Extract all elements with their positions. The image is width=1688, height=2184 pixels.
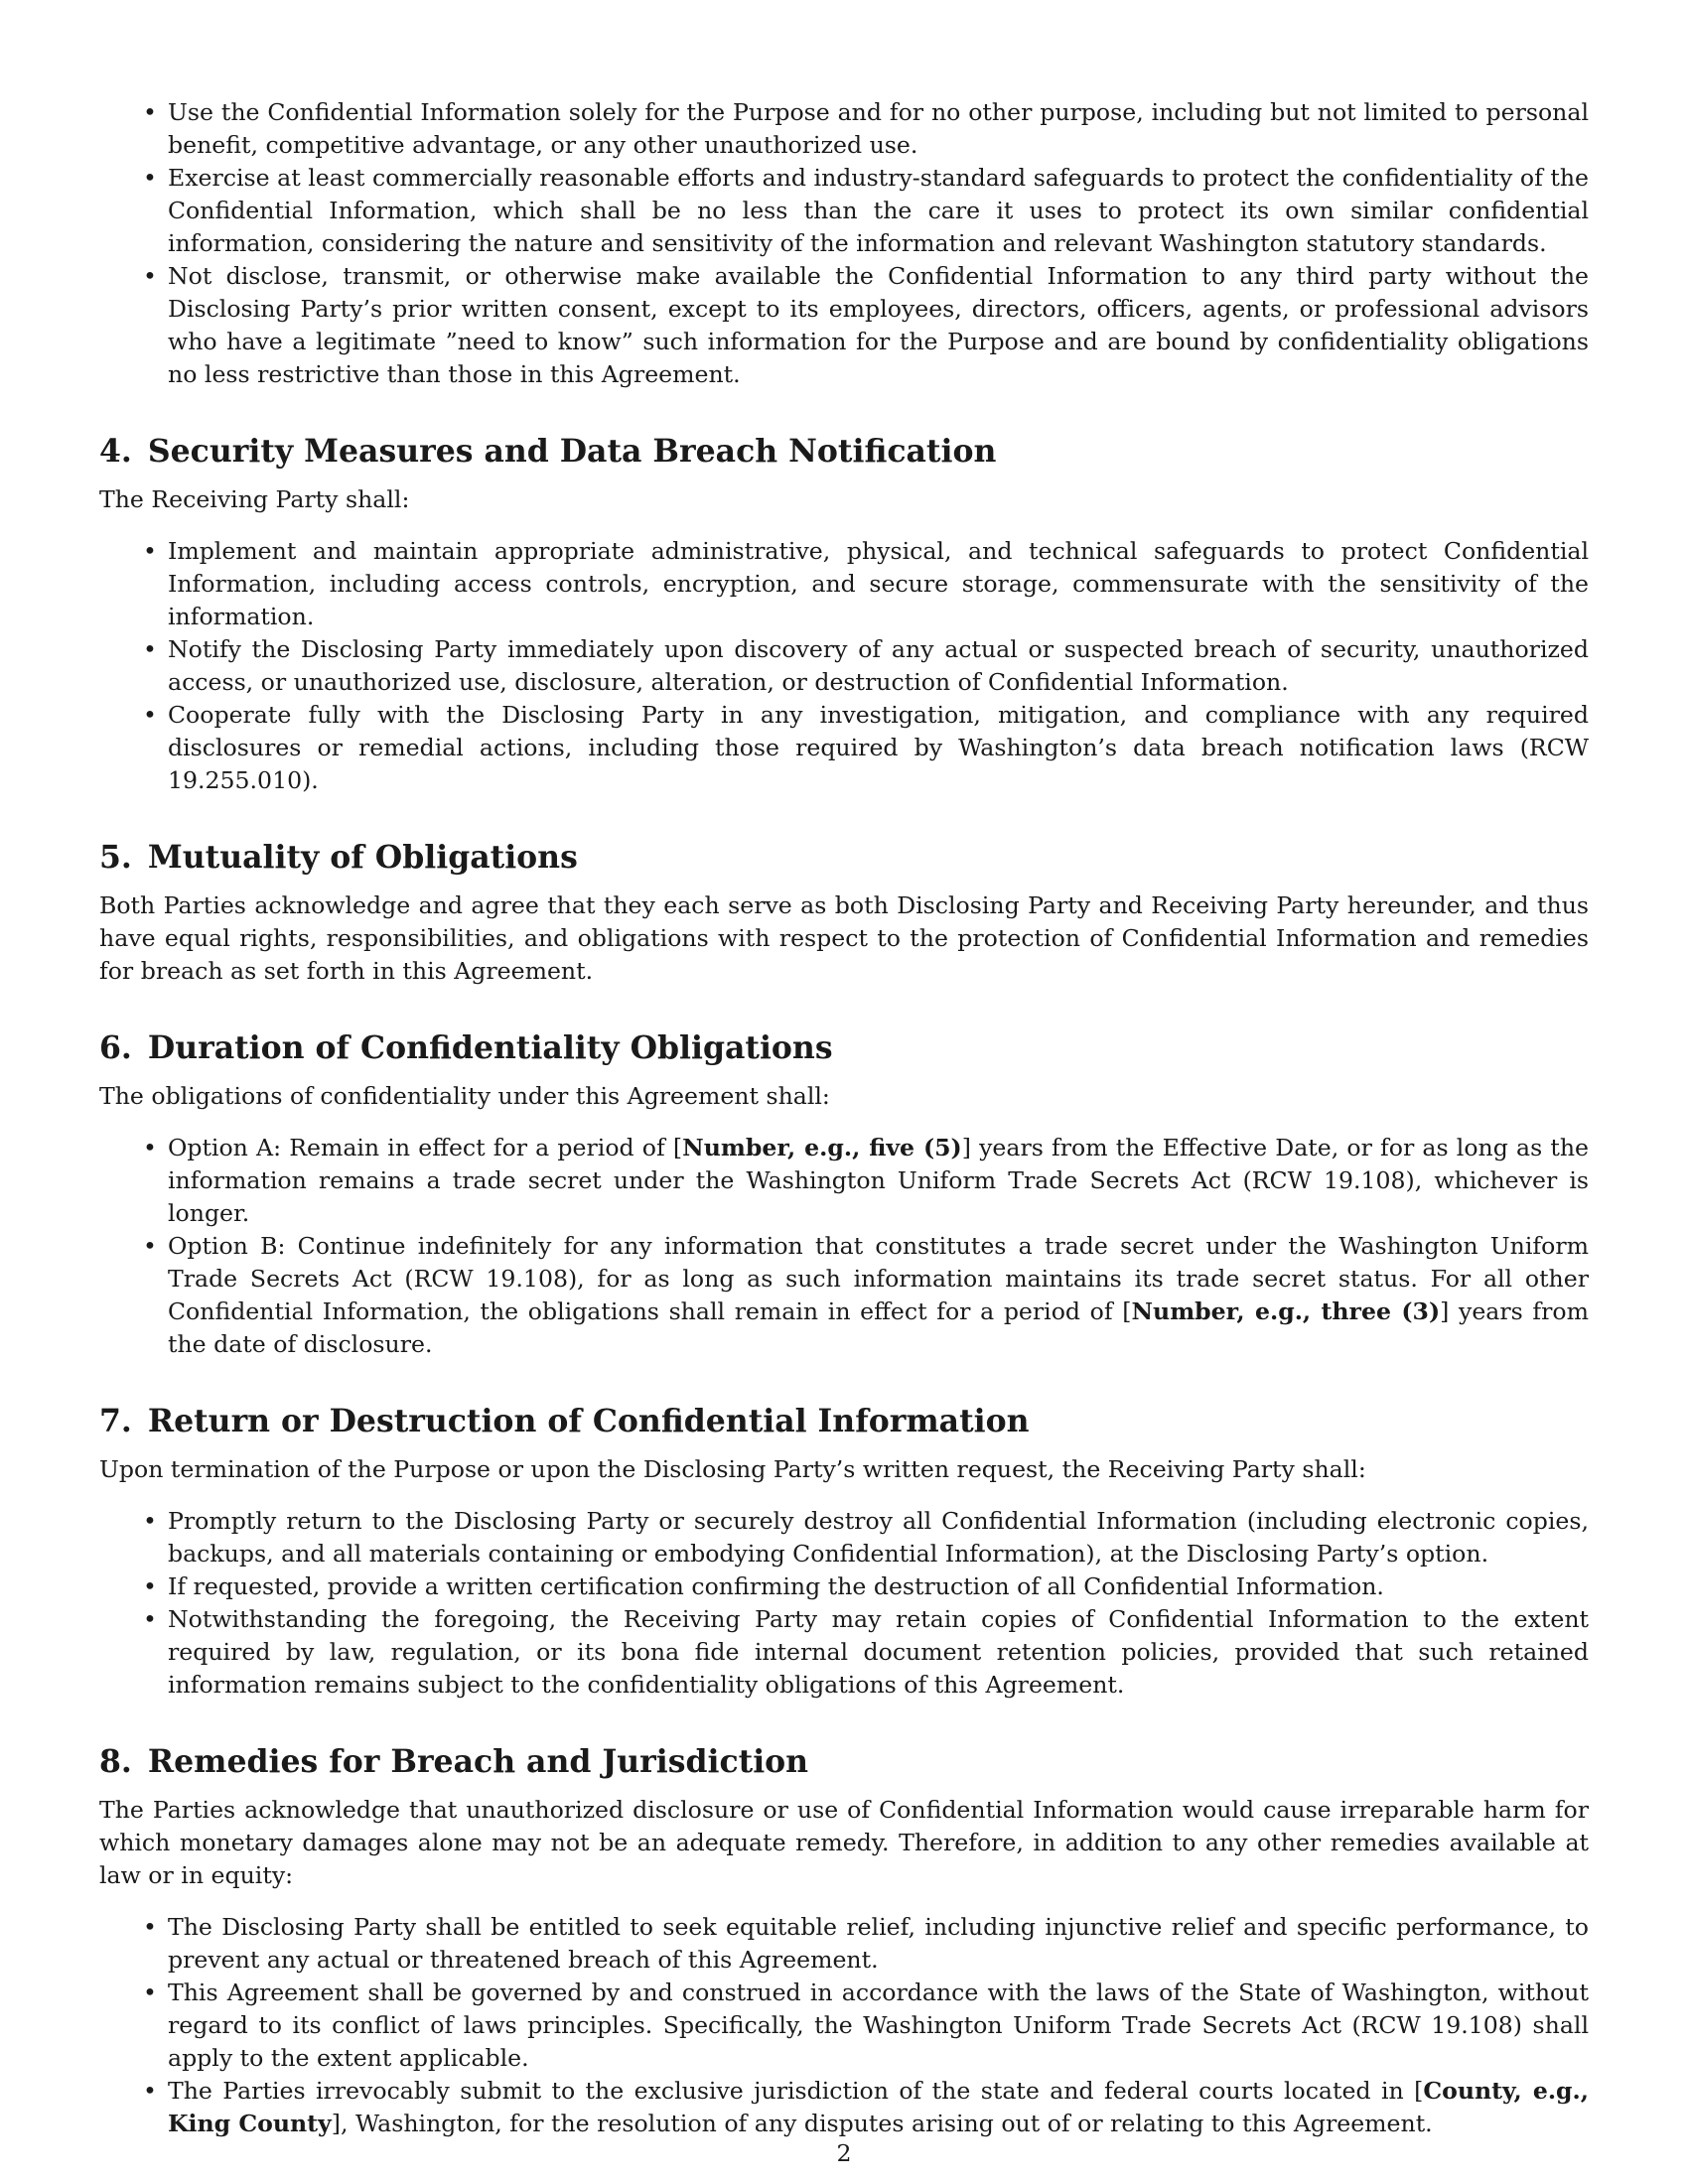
- bullet-marker: •: [143, 2077, 157, 2105]
- section-8-intro: The Parties acknowledge that unauthorized disclosure or use of Confidential Information would cause irreparable harm for which monetary damages alone may not be an adequate remedy. Therefore, in addition to any other remedies available at law or in equity:: [99, 1796, 1589, 1889]
- section-title: Mutuality of Obligations: [147, 839, 578, 876]
- section-5-heading: [99, 838, 1589, 878]
- section-4-heading: [99, 432, 1589, 472]
- placeholder-term: Number, e.g., three (3): [1131, 1297, 1441, 1325]
- bullet-marker: •: [143, 1979, 157, 2006]
- list-item: • Use the Confidential Information solely for the Purpose and for no other purpose, including but not limited to personal benefit, competitive advantage, or any other unauthorized use.: [143, 98, 1589, 159]
- bullet-marker: •: [143, 1134, 157, 1161]
- list-item: • Cooperate fully with the Disclosing Party in any investigation, mitigation, and compliance with any required disclosures or remedial actions, including those required by Washington’s data breach notification laws (RCW 19.255.010).: [143, 701, 1589, 794]
- sec6-bullet-list: [99, 1132, 1589, 1361]
- section-8-heading: [99, 1742, 1589, 1782]
- section-title: Return or Destruction of Confidential Information: [147, 1403, 1030, 1439]
- section-number: 8.: [99, 1743, 132, 1780]
- section-5-paragraph: Both Parties acknowledge and agree that they each serve as both Disclosing Party and Receiving Party hereunder, and thus have equal rights, responsibilities, and obligations with respect to the protection of Confidential Information and remedies for breach as set forth in this Agreement.: [99, 891, 1589, 985]
- placeholder-term: Number, e.g., five (5): [682, 1134, 962, 1161]
- section-number: 5.: [99, 839, 132, 876]
- list-item-option-a: • Option A: Remain in effect for a period of [Number, e.g., five (5)] years from the Effective Date, or for as long as the information remains a trade secret under the Washington Uniform Trade Secrets Act (RCW 19.108), whichever is longer.: [143, 1134, 1590, 1227]
- sec3-bullet-list: [99, 96, 1589, 391]
- sec4-bullet-list: [99, 535, 1589, 797]
- bullet-marker: •: [143, 537, 157, 565]
- list-item: • Promptly return to the Disclosing Party or securely destroy all Confidential Information (including electronic copies, backups, and all materials containing or embodying Confidential Information), at the Disclosing Party’s option.: [143, 1507, 1589, 1568]
- bullet-marker: •: [143, 262, 157, 290]
- placeholder-term: County, e.g., King County: [168, 2077, 1589, 2137]
- list-item: • Notify the Disclosing Party immediately upon discovery of any actual or suspected breach of security, unauthorized access, or unauthorized use, disclosure, alteration, or destruction of Confidential Information.: [143, 635, 1589, 696]
- list-item: • Notwithstanding the foregoing, the Receiving Party may retain copies of Confidential Information to the extent required by law, regulation, or its bona fide internal document retention policies, provided that such retained information remains subject to the confidentiality obligations of this Agreement.: [143, 1605, 1589, 1699]
- list-item-option-b: • Option B: Continue indefinitely for any information that constitutes a trade secret under the Washington Uniform Trade Secrets Act (RCW 19.108), for as long as such information maintains its trade secret status. For all other Confidential Information, the obligations shall remain in effect for a period of [Number, e.g., three (3)] years from the date of disclosure.: [143, 1232, 1589, 1358]
- section-6-heading: [99, 1028, 1589, 1068]
- section-title: Remedies for Breach and Jurisdiction: [147, 1743, 809, 1780]
- bullet-marker: •: [143, 635, 157, 663]
- section-7-heading: [99, 1402, 1589, 1441]
- page-number: 2: [836, 2139, 852, 2167]
- bullet-marker: •: [143, 1232, 157, 1260]
- list-item: • If requested, provide a written certification confirming the destruction of all Confidential Information.: [99, 1570, 1589, 1603]
- section-title: Security Measures and Data Breach Notification: [147, 433, 997, 470]
- section-number: 4.: [99, 433, 132, 470]
- sec8-bullet-list: [99, 1911, 1589, 2140]
- list-item: • This Agreement shall be governed by and construed in accordance with the laws of the State of Washington, without regard to its conflict of laws principles. Specifically, the Washington Uniform Trade Secrets Act (RCW 19.108) shall apply to the extent applicable.: [143, 1979, 1589, 2072]
- bullet-marker: •: [143, 1572, 157, 1600]
- bullet-marker: •: [143, 1913, 157, 1941]
- section-7-intro: Upon termination of the Purpose or upon the Disclosing Party’s written request, the Receiving Party shall:: [99, 1455, 1366, 1483]
- list-item: • Implement and maintain appropriate administrative, physical, and technical safeguards to protect Confidential Information, including access controls, encryption, and secure storage, commensurate with the sensitivity of the information.: [143, 537, 1589, 630]
- bullet-marker: •: [143, 1605, 157, 1633]
- bullet-marker: •: [143, 98, 157, 126]
- sec7-bullet-list: [99, 1505, 1589, 1702]
- document-content: [99, 96, 1589, 2140]
- section-number: 7.: [99, 1403, 132, 1439]
- list-item: • Exercise at least commercially reasonable efforts and industry-standard safeguards to protect the confidentiality of the Confidential Information, which shall be no less than the care it uses to protect its own similar confidential information, considering the nature and sensitivity of the information and relevant Washington statutory standards.: [143, 164, 1589, 257]
- list-item: • The Parties irrevocably submit to the exclusive jurisdiction of the state and federal courts located in [County, e.g., King County], Washington, for the resolution of any disputes arising out of or relating to this Agreement.: [143, 2077, 1589, 2137]
- section-title: Duration of Confidentiality Obligations: [147, 1029, 833, 1066]
- section-4-intro: The Receiving Party shall:: [99, 485, 410, 513]
- section-number: 6.: [99, 1029, 132, 1066]
- list-item: • Not disclose, transmit, or otherwise make available the Confidential Information to any third party without the Disclosing Party’s prior written consent, except to its employees, directors, officers, agents, or professional advisors who have a legitimate ”need to know” such information for the Purpose and are bound by confidentiality obligations no less restrictive than those in this Agreement.: [143, 262, 1589, 388]
- bullet-marker: •: [143, 1507, 157, 1535]
- section-6-intro: The obligations of confidentiality under this Agreement shall:: [99, 1082, 830, 1110]
- bullet-marker: •: [143, 164, 157, 192]
- bullet-marker: •: [143, 701, 157, 729]
- list-item: • The Disclosing Party shall be entitled to seek equitable relief, including injunctive relief and specific performance, to prevent any actual or threatened breach of this Agreement.: [143, 1913, 1589, 1974]
